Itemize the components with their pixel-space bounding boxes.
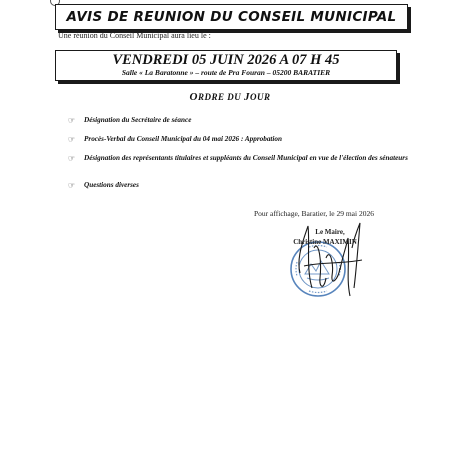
pointing-hand-icon: ☞ <box>68 154 76 163</box>
posting-date: Pour affichage, Baratier, le 29 mai 2026 <box>254 209 374 218</box>
mayor-name: Christine MAXIMIN <box>293 238 357 246</box>
agenda-item <box>68 181 408 190</box>
meeting-venue: Salle « La Baratonne » – route de Pra Fouran – 05200 BARATIER <box>121 68 331 77</box>
pointing-hand-icon: ☞ <box>68 181 76 190</box>
meeting-datetime: VENDREDI 05 JUIN 2026 A 07 H 45 <box>112 52 340 68</box>
agenda-item <box>68 116 408 125</box>
agenda-item-text: Questions diverses <box>84 181 139 189</box>
mayor-title: Le Maire, <box>315 228 345 236</box>
pointing-hand-icon: ☞ <box>68 116 76 125</box>
agenda-item <box>68 135 408 144</box>
handwritten-signature <box>290 218 370 303</box>
pointing-hand-icon: ☞ <box>68 135 76 144</box>
agenda-title-rest-1: RDRE DU <box>197 92 244 102</box>
agenda-title-rest-2: OUR <box>249 92 271 102</box>
meeting-box <box>55 50 397 81</box>
agenda-title-initial-1: O <box>189 91 198 103</box>
agenda-item-text: Procès-Verbal du Conseil Municipal du 04 mai 2026 : Approbation <box>84 135 283 143</box>
title-box <box>55 4 408 30</box>
agenda-title <box>0 91 460 103</box>
notice-title: AVIS DE REUNION DU CONSEIL MUNICIPAL <box>66 9 397 25</box>
agenda-item-text: Désignation des représentants titulaires et suppléants du Conseil Municipal en vue de l'élection des sénateurs <box>84 154 408 162</box>
agenda-item-text: Désignation du Secrétaire de séance <box>84 116 192 124</box>
agenda-item <box>68 154 408 163</box>
intro-text: Une réunion du Conseil Municipal aura lieu le : <box>58 31 211 40</box>
agenda-title-initial-2: J <box>243 91 250 103</box>
